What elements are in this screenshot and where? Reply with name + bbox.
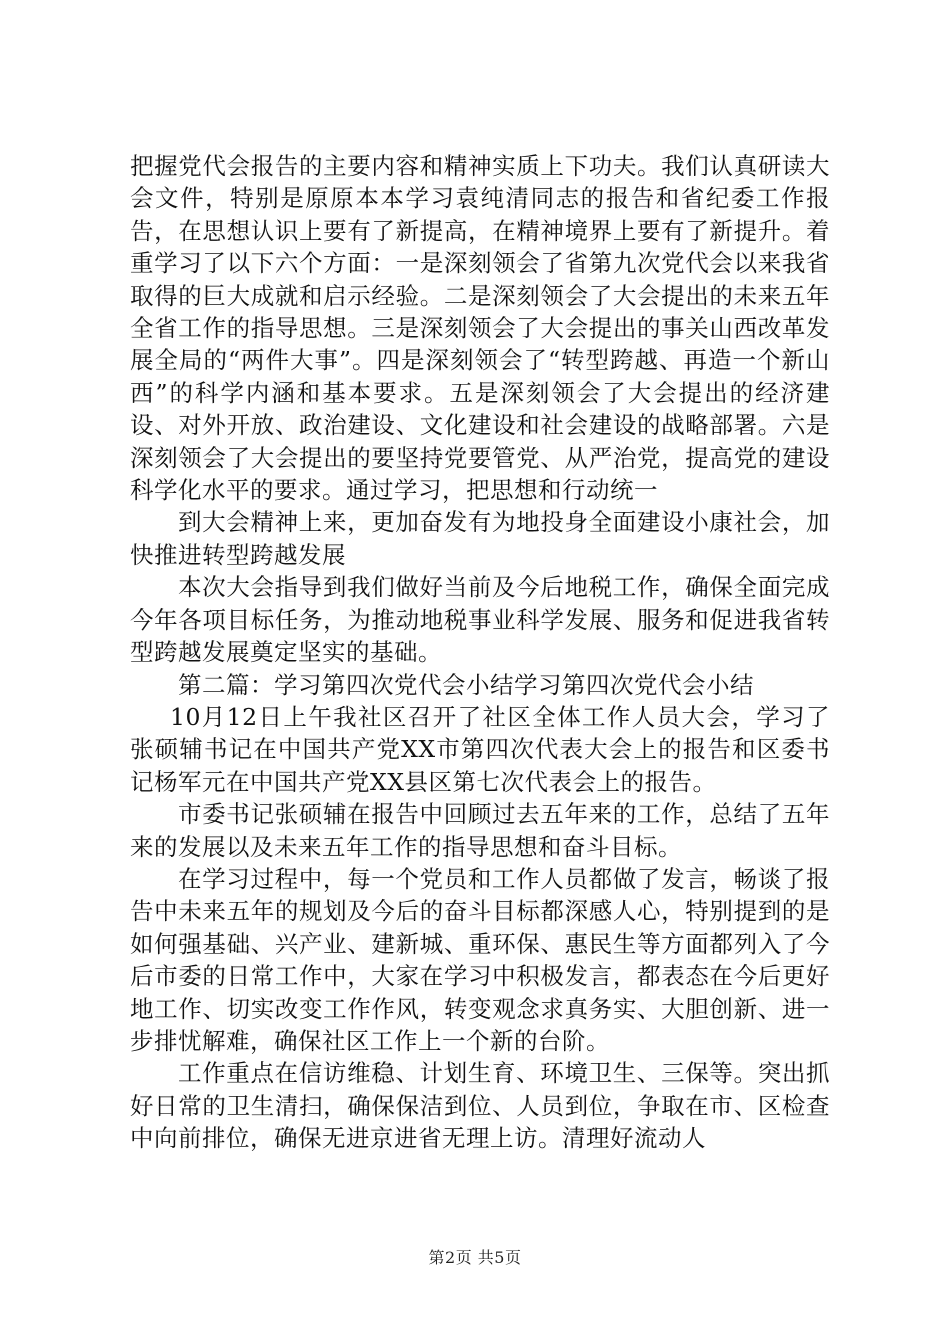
document-body <box>130 150 830 1155</box>
paragraph-1: 把握党代会报告的主要内容和精神实质上下功夫。我们认真研读大会文件，特别是原原本本学习袁纯清同志的报告和省纪委工作报告，在思想认识上要有了新提高，在精神境界上要有了新提升。着重学习了以下六个方面：一是深刻领会了省第九次党代会以来我省取得的巨大成就和启示经验。二是深刻领会了大会提出的未来五年全省工作的指导思想。三是深刻领会了大会提出的事关山西改革发展全局的“两件大事”。四是深刻领会了“转型跨越、再造一个新山西”的科学内涵和基本要求。五是深刻领会了大会提出的经济建设、对外开放、政治建设、文化建设和社会建设的战略部署。六是深刻领会了大会提出的要坚持党要管党、从严治党，提高党的建设科学化水平的要求。通过学习，把思想和行动统一 <box>130 152 830 505</box>
paragraph-4: 10月12日上午我社区召开了社区全体工作人员大会，学习了张硕辅书记在中国共产党XX市第四次代表大会上的报告和区委书记杨军元在中国共产党XX县区第七次代表会上的报告。 <box>130 702 830 796</box>
page-footer: 第2页 共5页 <box>428 1248 522 1267</box>
paragraph-5: 市委书记张硕辅在报告中回顾过去五年来的工作，总结了五年来的发展以及未来五年工作的指导思想和奋斗目标。 <box>130 800 830 861</box>
paragraph-6: 在学习过程中，每一个党员和工作人员都做了发言，畅谈了报告中未来五年的规划及今后的奋斗目标都深感人心，特别提到的是如何强基础、兴产业、建新城、重环保、惠民生等方面都列入了今后市委的日常工作中，大家在学习中积极发言，都表态在今后更好地工作、切实改变工作作风，转变观念求真务实、大胆创新、进一步排忧解难，确保社区工作上一个新的台阶。 <box>130 864 830 1055</box>
paragraph-7: 工作重点在信访维稳、计划生育、环境卫生、三保等。突出抓好日常的卫生清扫，确保保洁到位、人员到位，争取在市、区检查中向前排位，确保无进京进省无理上访。清理好流动人 <box>130 1059 830 1153</box>
paragraph-2: 到大会精神上来，更加奋发有为地投身全面建设小康社会，加快推进转型跨越发展 <box>130 508 830 569</box>
section-heading: 第二篇：学习第四次党代会小结学习第四次党代会小结 <box>178 670 754 699</box>
paragraph-3: 本次大会指导到我们做好当前及今后地税工作，确保全面完成今年各项目标任务，为推动地税事业科学发展、服务和促进我省转型跨越发展奠定坚实的基础。 <box>130 573 830 667</box>
